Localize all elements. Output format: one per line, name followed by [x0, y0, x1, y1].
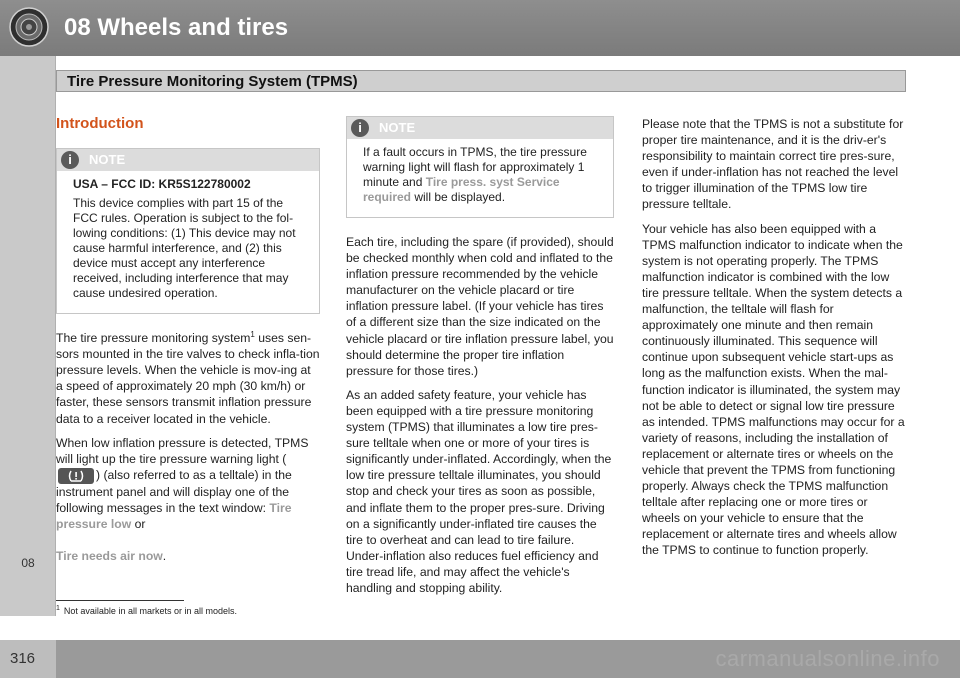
footnote-divider [56, 600, 184, 601]
watermark: carmanualsonline.info [715, 646, 940, 671]
msg-tire-needs-air: Tire needs air now [56, 549, 163, 563]
intro-heading: Introduction [56, 115, 144, 132]
note-body [57, 171, 319, 313]
note-text: If a fault occurs in TPMS, the tire pressure warning light will flash for approximately 1 minute and Tire press. syst Service required will be displayed. [363, 145, 587, 204]
page-footer [0, 640, 960, 678]
page-number: 316 [10, 650, 36, 667]
page-header [0, 0, 960, 56]
footnote: $^1$ Not available in all markets or in all models. [56, 605, 237, 616]
section-bar [56, 70, 906, 92]
note-label: NOTE [89, 152, 126, 168]
info-icon: i [61, 151, 79, 169]
note-label: NOTE [379, 120, 416, 135]
tire-pressure-warning-icon [58, 468, 94, 484]
side-band [0, 56, 56, 616]
fcc-text: This device complies with part 15 of the FCC rules. Operation is subject to the fol-lowing conditions: (1) This device may not cause harmful interference, and (2) this device must accept any interference received, including interference that may cause undesired operation. [73, 196, 296, 301]
footnote-ref: 1 [250, 330, 255, 340]
wheel-icon [8, 6, 50, 48]
note-body [347, 139, 613, 217]
footer-tab [0, 640, 56, 678]
paragraph: As an added safety feature, your vehicle has been equipped with a tire pressure monitoring system (TPMS) that illuminates a low tire pres-sure telltale when one or more of your tires is significantly under-inflated. Accordingly, when the low tire pressure telltale illuminates, you should stop and check your tires as soon as possible, and inflate them to the proper pres-sure. Driving on a significantly under-inflated tire causes the tire to overheat and can lead to tire failure. Under-inflation also reduces fuel efficiency and tire tread life, and may affect the vehicle's handling and stopping ability. [346, 387, 612, 595]
note-header [57, 149, 319, 171]
column-1 [56, 116, 320, 572]
fcc-id: USA – FCC ID: KR5S122780002 [73, 177, 251, 192]
paragraph: Please note that the TPMS is not a substitute for proper tire maintenance, and it is the driv-er's responsibility to maintain correct tire pres-sure, even if under-inflation has not reached the level to trigger illumination of the TPMS low tire pressure telltale. [642, 117, 904, 212]
msg-service-required: Tire press. syst Service required [363, 175, 560, 204]
column-2 [346, 116, 614, 604]
section-title: Tire Pressure Monitoring System (TPMS) [67, 73, 358, 90]
info-icon: i [351, 119, 369, 137]
paragraph: The tire pressure monitoring system$^1$ uses sen-sors mounted in the tire valves to check infla-tion pressure levels. When the vehicle is mov-ing at a speed of approximately 20 mph (30 km/h) or faster, these sensors transmit inflation pressure data to a receiver located in the vehicle. [56, 330, 320, 426]
column-3 [642, 116, 908, 567]
paragraph: Each tire, including the spare (if provided), should be checked monthly when cold and inflated to the inflation pressure recommended by the vehicle manufacturer on the vehicle placard or tire inflation pressure label. (If your vehicle has tires of a different size than the size indicated on the vehicle placard or tire inflation pressure label, you should determine the proper tire inflation pressure for those tires.) [346, 235, 614, 378]
chapter-title: 08 Wheels and tires [64, 14, 289, 41]
paragraph: When low inflation pressure is detected, TPMS will light up the tire pressure warning light ( ) (also referred to as a telltale) in the instrument panel and will display one of the following messages in the text window: Tire pressure low or Tire needs air now. [56, 435, 309, 563]
note-box-fcc [56, 148, 320, 314]
msg-tire-pressure-low: Tire pressure low [56, 500, 292, 531]
note-box-fault [346, 116, 614, 218]
note-header [347, 117, 613, 139]
chapter-tab: 08 [21, 556, 35, 570]
paragraph: Your vehicle has also been equipped with a TPMS malfunction indicator to indicate when the system is not operating properly. The TPMS malfunction indicator is combined with the low tire pressure telltale. When the system detects a malfunction, the telltale will flash for approximately one minute and then remain continuously illuminated. This sequence will continue upon subsequent vehicle start-ups as long as the malfunction exists. When the mal-function indicator is illuminated, the system may not be able to detect or signal low tire pressure as intended. TPMS malfunctions may occur for a variety of reasons, including the installation of replacement or alternate tires or wheels on the vehicle that prevent the TPMS from functioning properly. Always check the TPMS malfunction telltale after replacing one or more tires or wheels on your vehicle to ensure that the replacement or alternate tires and wheels allow the TPMS to continue to function properly. [642, 221, 905, 558]
